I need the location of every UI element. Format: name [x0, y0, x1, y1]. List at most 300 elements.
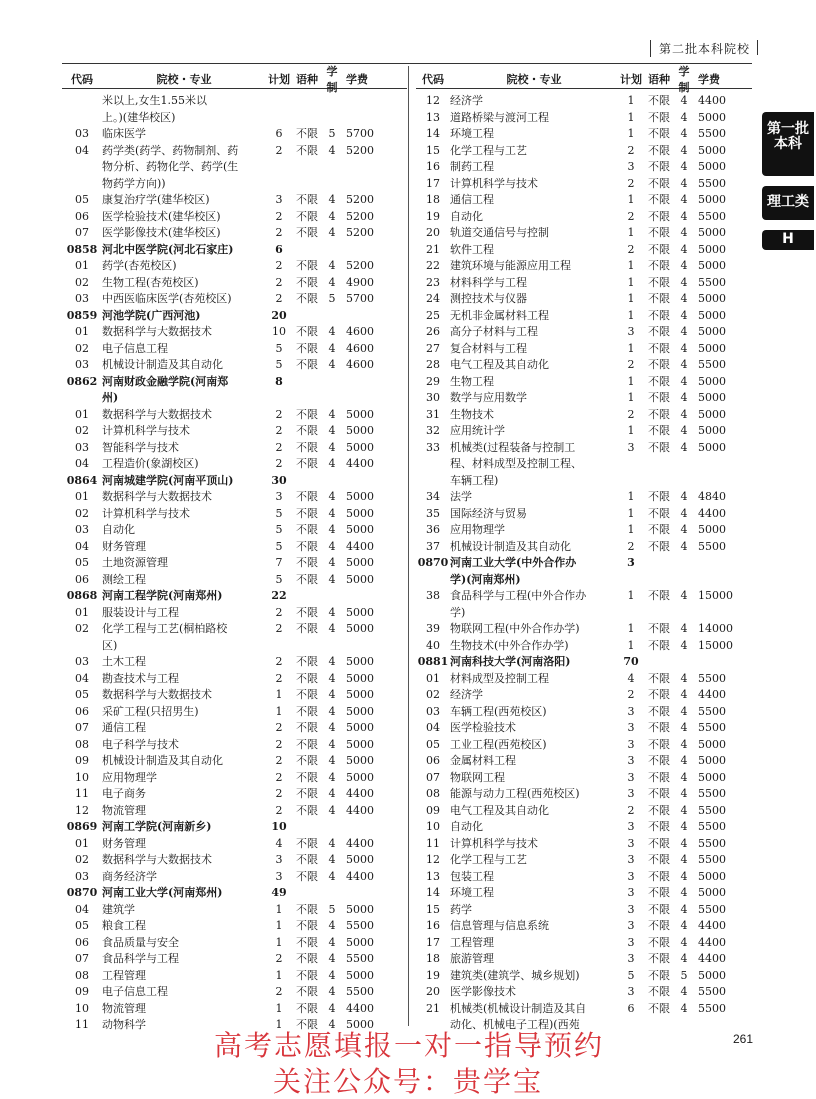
row-plan: 1: [627, 341, 635, 355]
row-code: 01: [75, 490, 89, 503]
right-column-header: [416, 65, 752, 94]
row-plan: 5: [275, 539, 283, 553]
row-code: 01: [75, 325, 89, 338]
row-years: 4: [680, 803, 688, 817]
row-years: [674, 555, 694, 588]
row-code: 34: [426, 490, 440, 503]
major-row: [62, 522, 407, 539]
row-lang: 不限: [296, 836, 318, 850]
major-row: [416, 291, 752, 308]
row-lang: 不限: [296, 754, 318, 767]
major-row: [62, 489, 407, 506]
row-years: 4: [680, 110, 688, 124]
row-name: 工业工程(西苑校区): [450, 737, 547, 751]
row-code: 03: [75, 358, 89, 371]
row-lang: 不限: [648, 869, 670, 883]
row-code: 12: [426, 94, 440, 107]
row-fee: 5000: [346, 556, 374, 569]
major-row: [416, 126, 752, 143]
row-lang: 不限: [648, 259, 670, 272]
row-plan: 1: [275, 1001, 283, 1015]
row-plan: 1: [627, 292, 635, 305]
row-lang: 不限: [296, 490, 318, 503]
row-fee: [342, 473, 382, 490]
major-row: [62, 654, 407, 671]
major-row: [416, 819, 752, 836]
row-code: 30: [426, 391, 440, 404]
row-code: 24: [426, 292, 440, 305]
page-section-title: 第二批本科院校: [650, 40, 750, 57]
major-row: [416, 852, 752, 869]
header-lang: 语种: [648, 73, 670, 86]
row-years: 4: [680, 358, 688, 371]
row-code: 35: [426, 506, 440, 520]
row-lang: 不限: [648, 638, 670, 652]
row-lang: 不限: [648, 358, 670, 371]
header-plan: 计划: [268, 73, 290, 86]
major-row: [416, 225, 752, 242]
major-row: [416, 885, 752, 902]
row-fee: 5000: [346, 770, 374, 784]
row-name: 物流管理: [102, 1001, 146, 1015]
major-row: [62, 341, 407, 358]
row-plan: 2: [627, 539, 635, 553]
row-name: 机械类(过程装备与控制工 程、材料成型及控制工程、 车辆工程): [450, 440, 582, 487]
row-lang: 不限: [296, 704, 318, 718]
row-name: 自动化: [102, 523, 135, 536]
major-row: [416, 110, 752, 127]
row-lang: [292, 242, 322, 259]
row-lang: 不限: [648, 226, 670, 239]
major-row: [62, 605, 407, 622]
row-lang: 不限: [648, 325, 670, 338]
row-years: 4: [680, 1001, 688, 1015]
row-code: 05: [75, 919, 89, 932]
row-lang: 不限: [296, 341, 318, 355]
major-row: [416, 407, 752, 424]
row-name: 河南科技大学(河南洛阳): [450, 655, 571, 668]
major-row: [62, 918, 407, 935]
row-years: 4: [680, 506, 688, 520]
row-fee: 5500: [698, 671, 726, 685]
row-code: 25: [426, 308, 440, 322]
major-row: [62, 770, 407, 787]
row-lang: 不限: [296, 572, 318, 586]
row-name: 测绘工程: [102, 572, 146, 586]
row-name: 高分子材料与工程: [450, 325, 538, 338]
row-years: 4: [328, 1001, 336, 1015]
row-lang: 不限: [648, 968, 670, 982]
row-fee: 5000: [346, 671, 374, 685]
row-code: 09: [426, 803, 440, 817]
row-fee: [342, 93, 382, 126]
row-plan: 2: [275, 457, 283, 470]
row-name: 工程管理: [450, 935, 494, 949]
row-plan: 22: [271, 589, 287, 602]
row-lang: 不限: [296, 985, 318, 998]
row-plan: 1: [275, 935, 283, 949]
major-row: [416, 143, 752, 160]
row-name: 勘查技术与工程: [102, 671, 179, 685]
row-code: 05: [75, 688, 89, 701]
major-row: [62, 456, 407, 473]
row-fee: 5000: [698, 968, 726, 982]
row-plan: 3: [627, 754, 635, 767]
row-name: 通信工程: [450, 193, 494, 206]
row-fee: 4900: [346, 275, 374, 289]
row-name: 无机非金属材料工程: [450, 308, 549, 322]
row-code: 04: [75, 457, 89, 470]
row-name: 河南财政金融学院(河南郑 州): [102, 374, 229, 404]
row-lang: 不限: [648, 110, 670, 124]
row-fee: 5200: [346, 226, 374, 239]
row-years: 4: [680, 308, 688, 322]
row-plan: 2: [275, 292, 283, 305]
row-years: [322, 308, 342, 325]
row-code: 22: [426, 259, 440, 272]
row-fee: 5000: [346, 605, 374, 619]
major-row: [62, 968, 407, 985]
row-plan: 3: [275, 853, 283, 866]
row-lang: 不限: [296, 457, 318, 470]
row-code: 17: [426, 935, 440, 949]
row-plan: 1: [275, 902, 283, 916]
row-code: 08: [426, 787, 440, 800]
row-lang: 不限: [648, 737, 670, 751]
row-plan: 2: [275, 209, 283, 223]
row-fee: 4600: [346, 341, 374, 355]
row-lang: 不限: [296, 1001, 318, 1015]
row-lang: 不限: [648, 919, 670, 932]
row-years: 4: [328, 1018, 336, 1031]
row-plan: 2: [275, 787, 283, 800]
major-row: [416, 984, 752, 1001]
row-code: 19: [426, 209, 440, 223]
major-row: [62, 935, 407, 952]
row-code: 05: [75, 193, 89, 206]
major-row: [62, 192, 407, 209]
major-row: [416, 869, 752, 886]
row-code: 01: [75, 836, 89, 850]
row-fee: 4400: [698, 506, 726, 520]
row-name: 米以上,女生1.55米以 上。)(建华校区): [102, 94, 207, 124]
row-plan: 2: [275, 407, 283, 421]
row-lang: 不限: [296, 1018, 318, 1031]
row-plan: 2: [275, 424, 283, 437]
row-name: 车辆工程(西苑校区): [450, 704, 547, 718]
column-header-rule: [416, 88, 752, 89]
row-name: 机械设计制造及其自动化: [102, 754, 223, 767]
row-plan: 3: [627, 787, 635, 800]
row-fee: 5000: [346, 572, 374, 586]
row-years: 4: [680, 176, 688, 190]
major-row: [416, 440, 752, 490]
row-code: 33: [426, 440, 440, 454]
row-name: 动物科学: [102, 1018, 146, 1031]
row-plan: 3: [627, 820, 635, 833]
row-name: 电子科学与技术: [102, 737, 179, 751]
left-column-header: [62, 65, 407, 94]
row-fee: 5000: [346, 704, 374, 718]
row-plan: 2: [627, 143, 635, 157]
row-years: 4: [680, 160, 688, 173]
row-plan: 5: [275, 506, 283, 520]
row-years: 4: [680, 820, 688, 833]
row-years: 4: [328, 919, 336, 932]
row-fee: 4400: [698, 919, 726, 932]
row-years: 4: [680, 539, 688, 553]
row-name: 河南工业大学(中外合作办 学)(河南郑州): [450, 556, 577, 586]
row-plan: 2: [627, 242, 635, 256]
row-code: 29: [426, 374, 440, 388]
row-plan: 1: [627, 308, 635, 322]
row-fee: 5000: [346, 902, 374, 916]
row-name: 工程管理: [102, 968, 146, 982]
row-lang: 不限: [296, 424, 318, 437]
school-row: [62, 242, 407, 259]
row-fee: 15000: [698, 638, 733, 652]
major-row: [62, 440, 407, 457]
row-name: 电子信息工程: [102, 985, 168, 998]
row-code: 0864: [66, 473, 98, 487]
row-plan: 1: [275, 688, 283, 701]
major-row: [416, 159, 752, 176]
major-row: [416, 390, 752, 407]
major-row: [416, 93, 752, 110]
column-header-rule: [62, 88, 407, 89]
row-years: 4: [328, 424, 336, 437]
right-table-body: [416, 93, 752, 1034]
row-fee: 5000: [346, 523, 374, 536]
row-years: [322, 374, 342, 407]
row-fee: [342, 242, 382, 259]
row-lang: 不限: [648, 985, 670, 998]
row-code: 04: [426, 721, 440, 734]
row-name: 医学检验技术: [450, 721, 516, 734]
row-plan: 2: [627, 407, 635, 421]
row-lang: 不限: [296, 556, 318, 569]
row-plan: 4: [627, 671, 635, 685]
header-lang: 语种: [296, 73, 318, 86]
row-years: 4: [328, 275, 336, 289]
row-code: 02: [75, 506, 89, 520]
major-row: [416, 704, 752, 721]
row-name: 轨道交通信号与控制: [450, 226, 549, 239]
row-plan: 1: [627, 506, 635, 520]
row-years: 4: [328, 869, 336, 883]
row-plan: 3: [627, 556, 635, 569]
row-years: 4: [680, 341, 688, 355]
major-row: [416, 357, 752, 374]
row-code: 07: [75, 226, 89, 239]
row-plan: 70: [623, 655, 639, 668]
header-plan: 计划: [620, 73, 642, 86]
row-plan: 3: [627, 836, 635, 850]
row-years: 4: [680, 440, 688, 454]
side-tabs: [762, 112, 816, 260]
row-fee: 5000: [346, 853, 374, 866]
row-lang: 不限: [296, 143, 318, 157]
row-fee: 4400: [346, 803, 374, 817]
row-plan: 3: [627, 721, 635, 734]
row-years: [322, 885, 342, 902]
row-code: 12: [75, 803, 89, 817]
row-code: 0869: [66, 820, 98, 833]
row-plan: 1: [275, 919, 283, 932]
row-name: 数据科学与大数据技术: [102, 407, 212, 421]
row-code: 06: [75, 209, 89, 223]
header-years: 学制: [326, 65, 338, 94]
row-years: 4: [328, 721, 336, 734]
row-name: 电子商务: [102, 787, 146, 800]
row-name: 中西医临床医学(杏苑校区): [102, 292, 232, 305]
row-plan: 2: [275, 721, 283, 734]
major-row: [62, 1001, 407, 1018]
row-lang: 不限: [296, 127, 318, 140]
row-years: 4: [328, 226, 336, 239]
school-row: [62, 308, 407, 325]
row-name: 工程造价(象湖校区): [102, 457, 199, 470]
row-fee: 5000: [698, 424, 726, 437]
row-code: 20: [426, 226, 440, 239]
row-lang: 不限: [296, 853, 318, 866]
row-name: 应用物理学: [450, 523, 505, 536]
row-code: 16: [426, 160, 440, 173]
row-name: 数据科学与大数据技术: [102, 490, 212, 503]
major-row: [62, 704, 407, 721]
major-row: [416, 968, 752, 985]
row-code: 08: [75, 968, 89, 982]
row-name: 土木工程: [102, 655, 146, 668]
row-code: [62, 93, 102, 126]
major-row: [416, 621, 752, 638]
header-fee: 学费: [698, 73, 720, 86]
row-plan: 3: [627, 869, 635, 883]
row-name: 化学工程与工艺: [450, 143, 527, 157]
row-fee: [342, 885, 382, 902]
row-plan: 2: [275, 622, 283, 635]
row-name: 生物技术: [450, 407, 494, 421]
row-fee: 5000: [698, 391, 726, 404]
row-fee: 5200: [346, 193, 374, 206]
row-plan: 2: [275, 226, 283, 239]
major-row: [62, 869, 407, 886]
row-code: 10: [75, 770, 89, 784]
row-years: 4: [680, 424, 688, 437]
row-name: 河南工程学院(河南郑州): [102, 589, 223, 602]
row-lang: 不限: [648, 886, 670, 899]
school-row: [62, 374, 407, 407]
row-fee: 4600: [346, 325, 374, 338]
row-plan: 4: [275, 836, 283, 850]
major-row: [62, 506, 407, 523]
row-code: 07: [75, 952, 89, 965]
row-lang: 不限: [648, 721, 670, 734]
row-name: 财务管理: [102, 539, 146, 553]
row-lang: 不限: [648, 523, 670, 536]
row-name: 包装工程: [450, 869, 494, 883]
row-fee: 5000: [698, 440, 726, 454]
side-tab-batch[interactable]: 第一批本科: [762, 112, 814, 176]
row-years: 4: [328, 688, 336, 701]
row-name: 环境工程: [450, 886, 494, 899]
right-column: [416, 65, 752, 1034]
row-years: 4: [328, 935, 336, 949]
row-lang: 不限: [296, 671, 318, 685]
row-name: 旅游管理: [450, 952, 494, 965]
major-row: [416, 258, 752, 275]
row-code: 23: [426, 275, 440, 289]
row-fee: 5500: [698, 704, 726, 718]
row-plan: 1: [627, 424, 635, 437]
side-tab-category[interactable]: 理工类: [762, 186, 814, 220]
major-row: [62, 836, 407, 853]
major-row: [416, 720, 752, 737]
row-name: 土地资源管理: [102, 556, 168, 569]
row-fee: 5500: [698, 853, 726, 866]
row-plan: 7: [275, 556, 283, 569]
row-plan: 2: [627, 358, 635, 371]
major-row: [62, 423, 407, 440]
row-name: 医学影像技术: [450, 985, 516, 998]
row-years: 4: [680, 919, 688, 932]
row-name: 河南城建学院(河南平顶山): [102, 473, 234, 487]
row-name: 建筑类(建筑学、城乡规划): [450, 968, 580, 982]
row-name: 智能科学与技术: [102, 440, 179, 454]
row-fee: 5000: [698, 242, 726, 256]
major-row: [62, 225, 407, 242]
row-name: 能源与动力工程(西苑校区): [450, 787, 580, 800]
row-code: 09: [75, 985, 89, 998]
row-years: [322, 242, 342, 259]
row-fee: 4400: [346, 1001, 374, 1015]
page-number: 261: [733, 1032, 754, 1046]
watermark-line-1: 高考志愿填报一对一指导预约: [213, 1029, 604, 1062]
row-lang: 不限: [648, 424, 670, 437]
major-row: [62, 539, 407, 556]
school-row: [416, 654, 752, 671]
row-fee: 5000: [698, 341, 726, 355]
row-fee: 5000: [698, 374, 726, 388]
row-years: 4: [328, 803, 336, 817]
row-years: 4: [328, 539, 336, 553]
row-name: 河池学院(广西河池): [102, 308, 201, 322]
major-row: [416, 803, 752, 820]
row-plan: 2: [275, 143, 283, 157]
row-name: 建筑学: [102, 902, 135, 916]
row-lang: 不限: [648, 308, 670, 322]
row-fee: 5000: [346, 688, 374, 701]
major-row: [416, 539, 752, 556]
major-row: [416, 209, 752, 226]
row-fee: 5000: [698, 308, 726, 322]
row-fee: 4400: [698, 94, 726, 107]
row-plan: 3: [627, 985, 635, 998]
header-years: 学制: [678, 65, 690, 94]
row-fee: 4400: [346, 539, 374, 553]
major-row: [416, 192, 752, 209]
row-plan: [266, 93, 292, 126]
school-row: [62, 473, 407, 490]
row-name: 建筑环境与能源应用工程: [450, 259, 571, 272]
major-row: [62, 671, 407, 688]
row-plan: 3: [627, 952, 635, 965]
row-years: 4: [328, 836, 336, 850]
side-tab-province[interactable]: H: [762, 230, 814, 250]
row-fee: 5500: [698, 721, 726, 734]
row-plan: 2: [275, 275, 283, 289]
row-years: 4: [328, 572, 336, 586]
